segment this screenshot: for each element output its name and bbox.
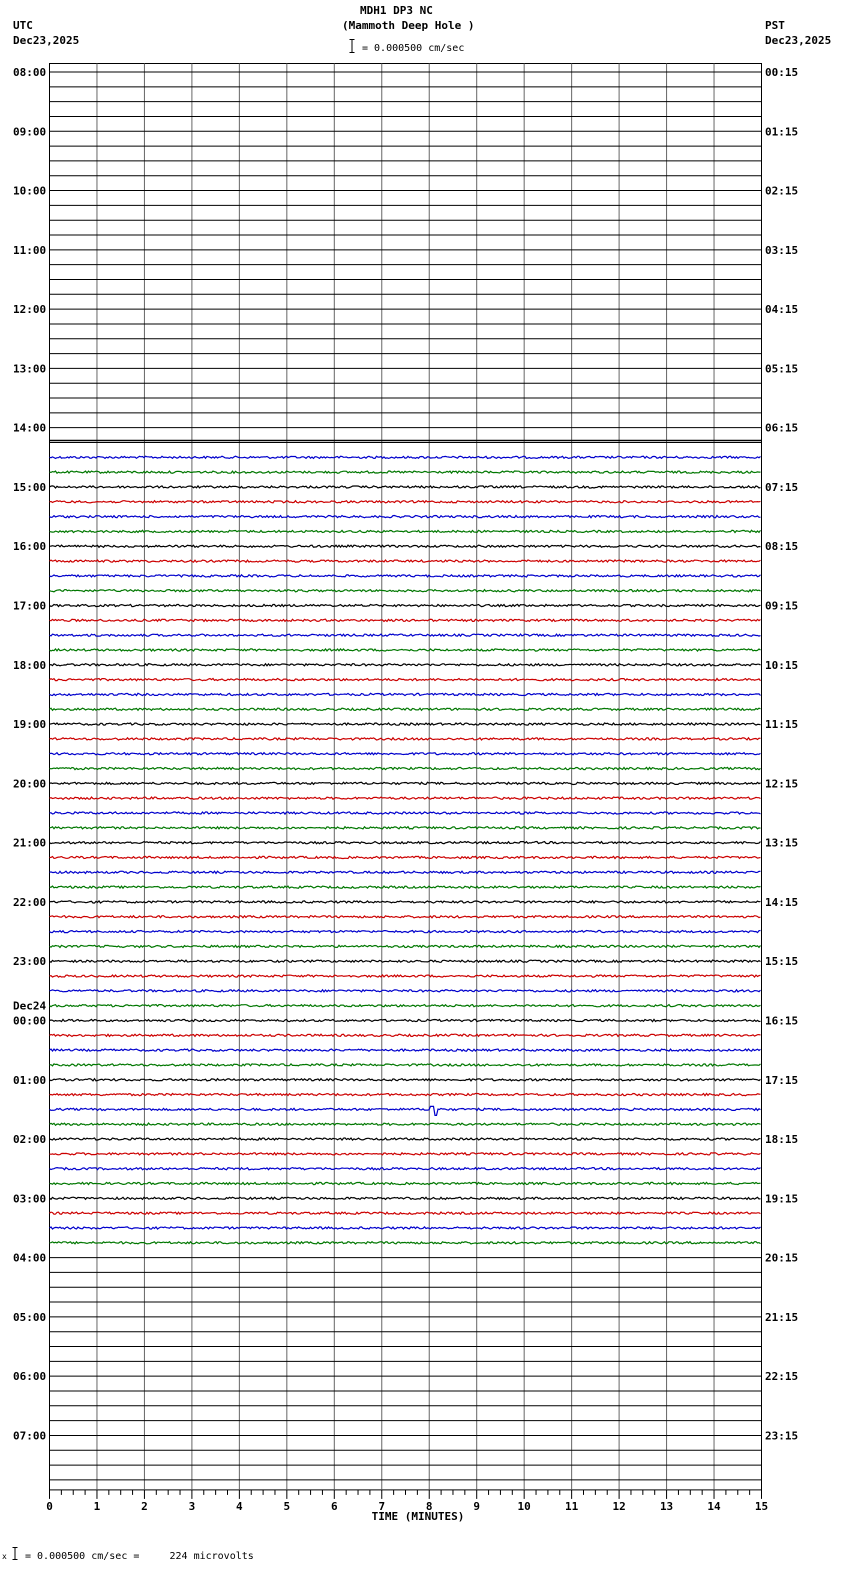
utc-hour-label: 05:00	[13, 1310, 47, 1324]
x-tick-label: 12	[612, 1499, 626, 1513]
utc-hour-label: 19:00	[13, 718, 47, 732]
trace-line	[50, 1123, 761, 1125]
pst-hour-label: 19:15	[765, 1192, 799, 1206]
pst-hour-label: 20:15	[765, 1251, 799, 1265]
utc-hour-label: 23:00	[13, 955, 47, 969]
x-tick-label: 4	[236, 1499, 243, 1513]
trace-line	[50, 797, 761, 799]
utc-hour-label: 21:00	[13, 836, 47, 850]
pst-hour-label: 02:15	[765, 184, 799, 198]
trace-line	[50, 1019, 761, 1021]
day-change-label: Dec24	[13, 999, 47, 1013]
trace-line	[50, 945, 761, 947]
x-tick-label: 7	[378, 1499, 386, 1513]
trace-line	[50, 1182, 761, 1184]
trace-line	[50, 456, 761, 458]
x-tick-label: 14	[707, 1499, 721, 1513]
trace-line	[50, 649, 761, 651]
trace-line	[50, 664, 761, 666]
trace-line	[50, 1064, 761, 1066]
footer-scale-label: = 0.000500 cm/sec = 224 microvolts	[25, 1551, 254, 1562]
trace-line	[50, 1242, 761, 1244]
trace-line	[50, 619, 761, 621]
trace-line	[50, 886, 761, 888]
trace-line	[50, 827, 761, 829]
x-tick-label: 8	[425, 1499, 433, 1513]
trace-line	[50, 1034, 761, 1036]
x-tick-label: 11	[565, 1499, 579, 1513]
utc-timezone-label: UTC	[13, 19, 33, 32]
pst-hour-label: 23:15	[765, 1429, 799, 1443]
trace-line	[50, 679, 761, 681]
pst-hour-label: 10:15	[765, 658, 799, 672]
footer-scale-marker: x	[2, 1552, 7, 1561]
x-tick-label: 1	[93, 1499, 101, 1513]
trace-line	[50, 1079, 761, 1081]
pst-hour-label: 16:15	[765, 1014, 799, 1028]
utc-hour-label: 09:00	[13, 125, 47, 139]
trace-line	[50, 1005, 761, 1007]
trace-line	[50, 501, 761, 503]
trace-line	[50, 767, 761, 769]
pst-hour-label: 06:15	[765, 421, 799, 435]
pst-hour-label: 21:15	[765, 1310, 799, 1324]
utc-hour-label: 00:00	[13, 1014, 47, 1028]
site-subtitle: (Mammoth Deep Hole )	[342, 19, 475, 32]
trace-line	[50, 782, 761, 784]
x-tick-label: 15	[754, 1499, 769, 1513]
pst-hour-axis	[765, 66, 798, 1442]
trace-line	[50, 693, 761, 695]
pst-hour-label: 04:15	[765, 303, 799, 317]
utc-hour-label: 04:00	[13, 1251, 47, 1265]
x-tick-label: 9	[473, 1499, 481, 1513]
trace-line	[50, 604, 761, 606]
x-tick-label: 6	[330, 1499, 338, 1513]
trace-line	[50, 1138, 761, 1140]
trace-line	[50, 1153, 761, 1155]
trace-line	[50, 842, 761, 844]
footer-scale-bar-icon	[13, 1547, 18, 1560]
pst-timezone-label: PST	[765, 19, 785, 32]
utc-hour-label: 06:00	[13, 1370, 47, 1384]
trace-line	[50, 916, 761, 918]
scale-bar-icon	[350, 39, 355, 53]
utc-hour-label: 10:00	[13, 184, 47, 198]
trace-line	[50, 590, 761, 592]
trace-line	[50, 1168, 761, 1170]
plot-grid	[50, 64, 762, 1490]
x-tick-label: 13	[659, 1499, 674, 1513]
x-tick-label: 10	[517, 1499, 531, 1513]
trace-line	[50, 530, 761, 532]
utc-hour-label: 02:00	[13, 1133, 47, 1147]
trace-line	[50, 812, 761, 814]
trace-line	[50, 1049, 761, 1051]
trace-line	[50, 723, 761, 725]
trace-line	[50, 960, 761, 962]
utc-hour-label: 07:00	[13, 1429, 47, 1443]
x-tick-label: 0	[46, 1499, 53, 1513]
pst-hour-label: 07:15	[765, 480, 799, 494]
utc-hour-label: 16:00	[13, 540, 47, 554]
utc-hour-axis	[13, 66, 46, 1442]
x-tick-label: 2	[141, 1499, 148, 1513]
utc-hour-label: 03:00	[13, 1192, 47, 1206]
scale-bar-label: = 0.000500 cm/sec	[362, 43, 465, 54]
trace-line	[50, 990, 761, 992]
utc-hour-label: 17:00	[13, 599, 47, 613]
utc-date-label: Dec23,2025	[13, 34, 80, 47]
trace-line	[50, 1227, 761, 1229]
utc-hour-label: 14:00	[13, 421, 47, 435]
pst-hour-label: 01:15	[765, 125, 799, 139]
trace-line	[50, 931, 761, 933]
trace-line	[50, 545, 761, 547]
trace-line	[50, 975, 761, 977]
pst-hour-label: 08:15	[765, 540, 799, 554]
x-tick-label: 5	[283, 1499, 291, 1513]
trace-line	[50, 486, 761, 488]
trace-line	[50, 1094, 761, 1096]
trace-line	[50, 560, 761, 562]
pst-hour-label: 14:15	[765, 895, 799, 909]
trace-group	[50, 72, 762, 1480]
pst-hour-label: 05:15	[765, 362, 799, 376]
pst-hour-label: 15:15	[765, 955, 799, 969]
trace-line	[50, 575, 761, 577]
trace-line	[50, 1212, 761, 1214]
pst-date-label: Dec23,2025	[765, 34, 832, 47]
pst-hour-label: 12:15	[765, 777, 799, 791]
trace-line	[50, 1197, 761, 1199]
station-title: MDH1 DP3 NC	[360, 4, 433, 17]
utc-hour-label: 15:00	[13, 480, 47, 494]
pst-hour-label: 22:15	[765, 1370, 799, 1384]
trace-line	[50, 708, 761, 710]
trace-line	[50, 471, 761, 473]
utc-hour-label: 18:00	[13, 658, 47, 672]
plot-frame	[50, 64, 762, 1490]
pst-hour-label: 09:15	[765, 599, 799, 613]
utc-hour-label: 22:00	[13, 895, 47, 909]
pst-hour-label: 11:15	[765, 718, 799, 732]
utc-hour-label: 13:00	[13, 362, 47, 376]
x-axis-title: TIME (MINUTES)	[371, 1510, 465, 1523]
trace-line	[50, 901, 761, 903]
utc-hour-label: 12:00	[13, 303, 47, 317]
trace-line	[50, 753, 761, 755]
pst-hour-label: 18:15	[765, 1133, 799, 1147]
utc-hour-label: 01:00	[13, 1073, 47, 1087]
pst-hour-label: 03:15	[765, 243, 799, 257]
trace-line	[50, 1106, 761, 1115]
trace-line	[50, 634, 761, 636]
trace-line	[50, 738, 761, 740]
trace-line	[50, 516, 761, 518]
trace-line	[50, 871, 761, 873]
pst-hour-label: 17:15	[765, 1073, 799, 1087]
pst-hour-label: 00:15	[765, 66, 799, 79]
utc-hour-label: 20:00	[13, 777, 47, 791]
utc-hour-label: 11:00	[13, 243, 47, 257]
pst-hour-label: 13:15	[765, 836, 799, 850]
utc-hour-label: 08:00	[13, 66, 47, 79]
trace-line	[50, 856, 761, 858]
x-tick-label: 3	[188, 1499, 196, 1513]
